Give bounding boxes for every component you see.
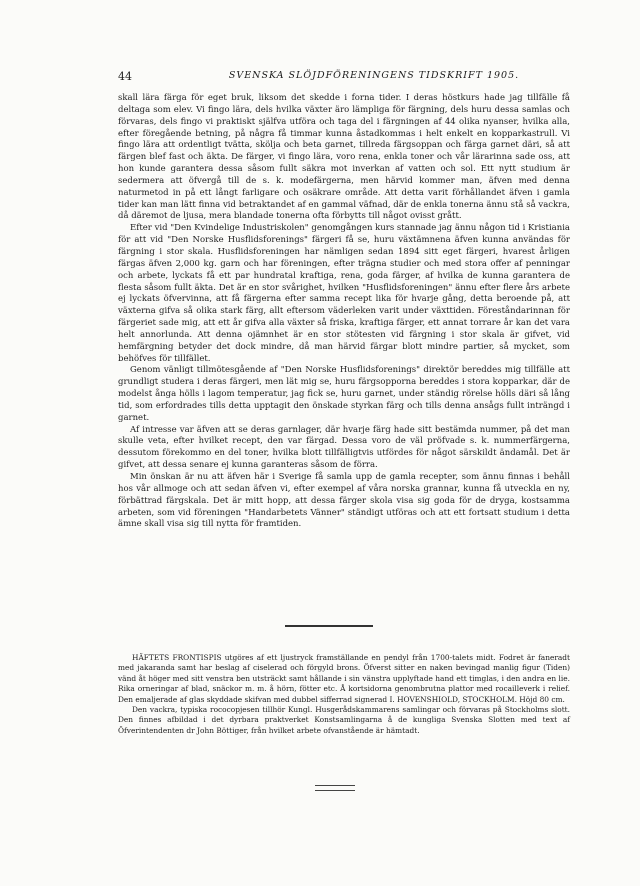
page-header (118, 70, 570, 84)
paragraph: Efter vid "Den Kvindelige Industriskolen" genomgången kurs stannade jag ännu någon tid i Kristiania för att vid "Den Norske Husflidsforenings" färgeri få se, huru växtämnena äfven kunna användas för färgning i stor skala. Husflidsforeningen har nämligen sedan 1894 sitt eget färgeri, hvarest årligen färgas äfven 2,000 kg. garn och har föreningen, efter trägna studier och med stora offer af penningar och arbete, lyckats få ett par hundratal kraftiga, rena, goda färger, af hvilka de kunna garantera de flesta såsom fullt äkta. Det är en stor svårighet, hvilken "Husflidsforeningen" ännu efter flere års arbete ej lyckats öfvervinna, att få färgerna efter samma recept lika för hvarje gång, detta beroende på, att växterna gifva så olika stark färg, allt eftersom väderleken varit under växttiden. Föreståndarinnan för färgeriet sade mig, att ett år gifva alla växter så friska, kraftiga färger, ett annat torrare år kan det vara helt annorlunda. Att denna ojämnhet är en stor stötesten vid färgning i stor skala är gifvet, vid hemfärgning betyder det dock mindre, då man härvid färgar blott mindre partier, så mycket, som behöfves för tillfället. (118, 223, 570, 364)
section-divider (285, 625, 373, 627)
end-ornament-rule (315, 785, 355, 791)
caption-paragraph: Den vackra, typiska rococopjesen tillhör Kungl. Husgerådskammarens samlingar och förvaras på Stockholms slott. Den finnes afbildad i det dyrbara praktverket Konstsamlingarna å de kungliga Svenska Slotten med text af Öfverintendenten dr John Böttiger, från hvilket arbete ofvanstående är hämtadt. (118, 705, 570, 735)
paragraph: Af intresse var äfven att se deras garnlager, där hvarje färg hade sitt bestämda nummer, på det man skulle veta, efter hvilket recept, den var färgad. Dessa voro de väl pröfvade s. k. nummerfärgerna, dessutom förekommo en del toner, hvilka blott tillfälligtvis utfördes för något särskildt ändamål. Det är gifvet, att dessa senare ej kunna garanteras såsom de förra. (118, 424, 570, 471)
running-title: SVENSKA SLÖJDFÖRENINGENS TIDSKRIFT 1905. (228, 70, 520, 81)
paragraph: Genom vänligt tillmötesgående af "Den Norske Husflidsforenings" direktör bereddes mig tillfälle att grundligt studera i deras färgeri, men lät mig se, huru färgsopporna bereddes i stora kopparkar, där de modelst ånga hölls i lagom temperatur, jag fick se, huru garnet, under ständig rörelse hölls däri så lång tid, som erfordrades tills detta upptagit den önskade styrkan färg och tills denna ansågs fullt inträngd i garnet. (118, 365, 570, 423)
paragraph: skall lära färga för eget bruk, liksom det skedde i forna tider. I deras höstkurs hade jag tillfälle få deltaga som elev. Vi fingo lära, dels hvilka växter äro lämpliga för färgning, dels huru dessa samlas och förvaras, dels fingo vi praktiskt själfva utföra och taga del i färgningen af 44 olika nyanser, hvilka alla, efter föregående betning, på några få timmar kunna åstadkommas i helt enkelt en kopparkastrull. Vi fingo lära att ordentligt tvätta, skölja och beta garnet, tillreda färgsoppan och färga garnet däri, så att färgen blef fast och äkta. De färger, vi fingo lära, voro rena, enkla toner och vår lärarinna sade oss, att hon kunde garantera dessa såsom fullt säkra mot inverkan af vatten och sol. Ett nytt studium är sedermera att öfvergå till de s. k. modefärgerna, men härvid kommer man, äfven med denna naturmetod in på ett långt farligare och osäkrare område. Att detta varit förhållandet äfven i gamla tider kan man lätt finna vid betraktandet af en gammal väfnad, där de enkla tonerna ännu stå så vackra, då däremot de ljusa, mera blandade tonerna ofta förbytts till något ovisst grått. (118, 93, 570, 222)
article-body (118, 93, 570, 531)
frontispiece-caption (118, 653, 570, 736)
page-number: 44 (118, 70, 132, 83)
caption-paragraph: HÄFTETS FRONTISPIS utgöres af ett ljustryck framställande en pendyl från 1700-talets midt. Fodret är faneradt med jakaranda samt har beslag af ciselerad och förgyld brons. Öfverst sitter en naken bevingad manlig figur (Tiden) vänd åt höger med sitt venstra ben utsträckt samt hållande i sin vänstra upplyftade hand ett timglas, i den andra en lie. Rika orneringar af blad, snäckor m. m. å hörn, fötter etc. Å kortsidorna genombrutna plattor med rocailleverk i relief. Den emaljerade af glas skyddade skifvan med dubbel sifferrad signerad I. HOVENSHIOLD, STOCKHOLM. Höjd 80 cm. (118, 653, 570, 704)
paragraph: Min önskan är nu att äfven här i Sverige få samla upp de gamla recepter, som ännu finnas i behåll hos vår allmoge och att sedan äfven vi, efter exempel af våra norska grannar, kunna få utveckla en ny, förbättrad färgskala. Det är mitt hopp, att dessa färger skola visa sig goda för de dryga, kostsamma arbeten, som vid föreningen "Handarbetets Vänner" ständigt utföras och att ett fortsatt studium i detta ämne skall visa sig till nytta för framtiden. (118, 472, 570, 530)
